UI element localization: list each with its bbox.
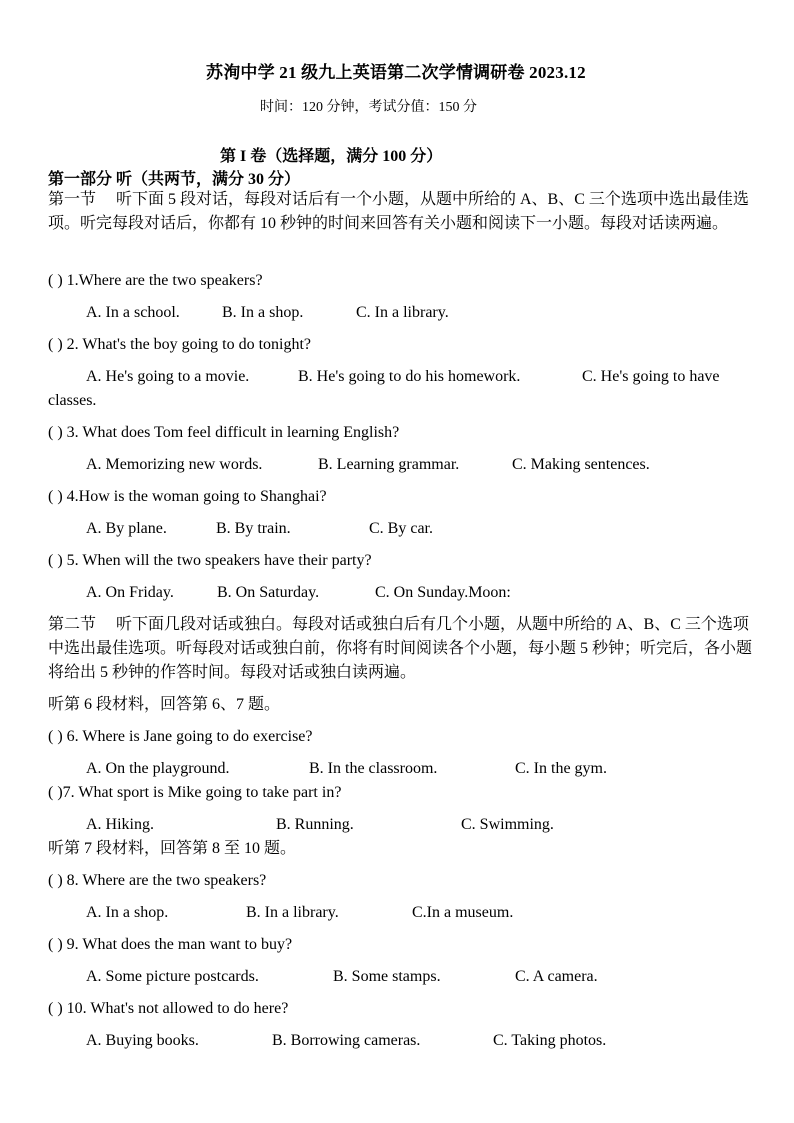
question-9: ( ) 9. What does the man want to buy? — [48, 936, 293, 953]
option-b: B. In a shop. — [222, 304, 304, 321]
question-4: ( ) 4.How is the woman going to Shanghai? — [48, 488, 327, 505]
part-title: 第一部分 听（共两节，满分 30 分） — [48, 171, 301, 188]
material-6-intro: 听第 6 段材料，回答第 6、7 题。 — [48, 696, 281, 713]
options-9 — [86, 966, 598, 988]
option-b: B. Learning grammar. — [318, 456, 460, 473]
section2-instructions: 第二节 听下面几段对话或独白。每段对话或独白后有几个小题，从题中所给的 A、B、C 三个选项中选出最佳选项。听每段对话或独白前，你将有时间阅读各个小题，每小题 5 秒钟；听完后，各小题将给出 5 秒钟的作答时间。每段对话或独白读两遍。 — [48, 616, 753, 681]
option-c: C. Making sentences. — [512, 456, 650, 473]
option-c: C. In a library. — [356, 304, 449, 321]
section1-instructions: 第一节 听下面 5 段对话，每段对话后有一个小题，从题中所给的 A、B、C 三个选项中选出最佳选项。听完每段对话后，你都有 10 秒钟的时间来回答有关小题和阅读下一小题。每段对话读两遍。 — [48, 191, 749, 232]
option-c: C. In the gym. — [515, 760, 607, 777]
option-c: C. He's going to have — [582, 368, 720, 385]
question-5: ( ) 5. When will the two speakers have their party? — [48, 552, 372, 569]
options-4 — [86, 518, 433, 540]
option-a: A. On Friday. — [86, 584, 174, 601]
question-1: ( ) 1.Where are the two speakers? — [48, 272, 263, 289]
option-a: A. Buying books. — [86, 1032, 199, 1049]
option-a: A. Hiking. — [86, 816, 154, 833]
option-c: C. Swimming. — [461, 816, 554, 833]
options-2 — [86, 366, 720, 388]
option-b: B. Some stamps. — [333, 968, 441, 985]
option-c: C. Taking photos. — [493, 1032, 607, 1049]
option-c: C. On Sunday.Moon: — [375, 584, 511, 601]
options-5 — [86, 582, 511, 604]
question-2: ( ) 2. What's the boy going to do tonight? — [48, 336, 311, 353]
option-b: B. By train. — [216, 520, 291, 537]
option-b: B. On Saturday. — [217, 584, 320, 601]
option-a: A. In a shop. — [86, 904, 169, 921]
option-b: B. Borrowing cameras. — [272, 1032, 421, 1049]
question-7: ( )7. What sport is Mike going to take part in? — [48, 784, 342, 801]
option-c: C. A camera. — [515, 968, 598, 985]
options-7 — [86, 814, 554, 836]
options-6 — [86, 758, 607, 780]
options-1 — [86, 302, 449, 324]
options-3 — [86, 454, 650, 476]
option-b: B. Running. — [276, 816, 354, 833]
option-c-continued: classes. — [48, 392, 97, 409]
material-7-intro: 听第 7 段材料，回答第 8 至 10 题。 — [48, 840, 297, 857]
option-b: B. In a library. — [246, 904, 339, 921]
option-a: A. On the playground. — [86, 760, 230, 777]
options-8 — [86, 902, 513, 924]
option-c: C.In a museum. — [412, 904, 514, 921]
options-10 — [86, 1030, 606, 1052]
option-a: A. He's going to a movie. — [86, 368, 250, 385]
option-a: A. Memorizing new words. — [86, 456, 263, 473]
option-c: C. By car. — [369, 520, 433, 537]
section-title: 第 I 卷（选择题，满分 100 分） — [220, 148, 443, 165]
exam-subtitle: 时间：120 分钟，考试分值：150 分 — [260, 100, 477, 115]
question-6: ( ) 6. Where is Jane going to do exercise? — [48, 728, 313, 745]
option-a: A. Some picture postcards. — [86, 968, 259, 985]
option-a: A. By plane. — [86, 520, 167, 537]
question-8: ( ) 8. Where are the two speakers? — [48, 872, 267, 889]
exam-title: 苏洵中学 21 级九上英语第二次学情调研卷 2023.12 — [206, 63, 586, 82]
option-b: B. In the classroom. — [309, 760, 438, 777]
question-3: ( ) 3. What does Tom feel difficult in learning English? — [48, 424, 400, 441]
option-b: B. He's going to do his homework. — [298, 368, 521, 385]
option-a: A. In a school. — [86, 304, 180, 321]
question-10: ( ) 10. What's not allowed to do here? — [48, 1000, 289, 1017]
